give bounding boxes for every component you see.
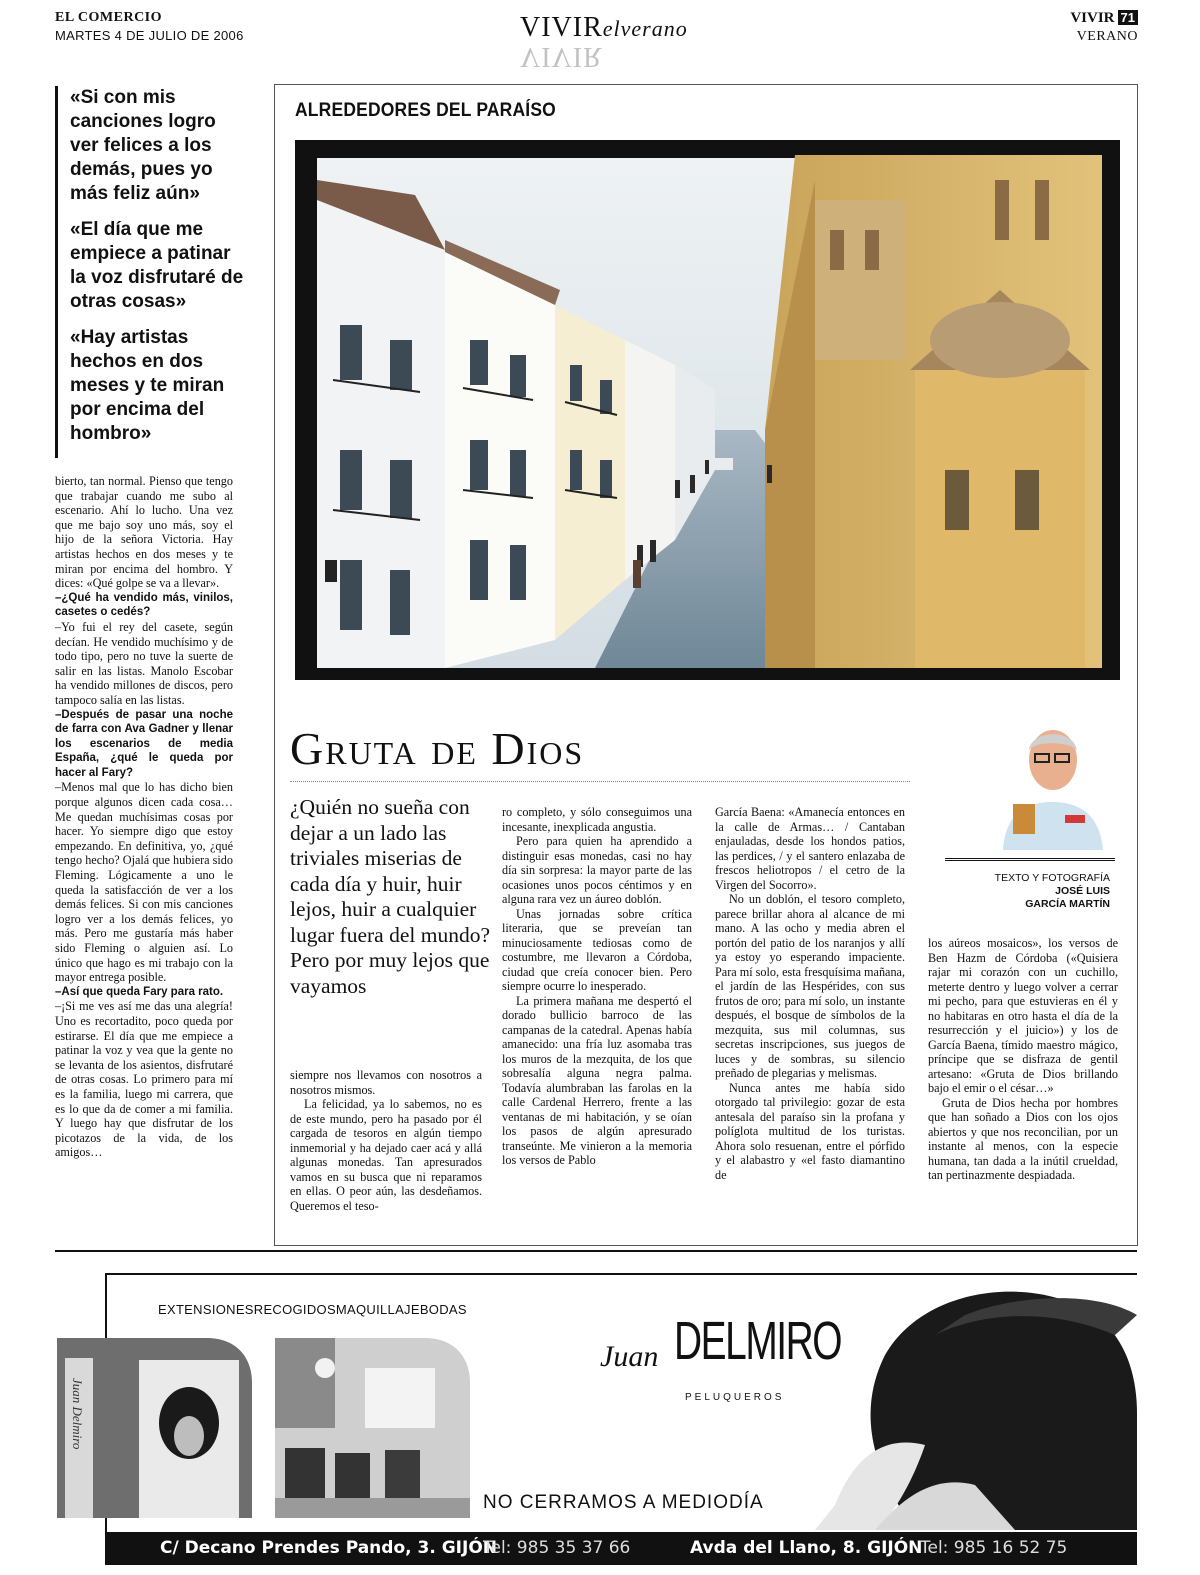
logo-reflection: VIVIR [520,41,603,72]
interview-question: –Después de pasar una noche de farra con Ava Gadner y llenar los escenarios de media España, ¿qué le queda por hacer al Fary? [55,708,233,779]
page-number: 71 [1118,10,1138,25]
salon-interior-illustration [275,1338,470,1518]
pull-quote: «El día que me empiece a patinar la voz disfrutaré de otras cosas» [70,219,244,312]
brand-sub: PELUQUEROS [685,1392,785,1403]
brand-first: Juan [600,1340,659,1373]
article-headline: Gruta de Dios [290,723,585,774]
cordoba-street-illustration [295,140,1120,680]
article-paragraph: La felicidad, ya lo sabemos, no es de este mundo, pero ha pasado por él cargada de tesoros en algún tiempo inmemorial y ha dejado caer acá y allá algunas monedas. Tan apresurados vamos en su busca que ni reparamos en ellas. O peor aún, las desdeñamos. Queremos el teso- [290,1097,482,1213]
pull-quote: «Hay artistas hechos en dos meses y te miran por encima del hombro» [70,327,225,444]
interview-question: –Así que queda Fary para rato. [55,985,224,998]
logo-sub: elverano [602,16,688,41]
interview-answer: –Menos mal que lo has dicho bien porque algunos dicen cada cosa… Me quedan muchísimas cosas por hacer. Yo siempre digo que estoy empezando. En definitiva, yo, ¿qué tengo hecho? Ojalá que hubiera sido Fleming. Lógicamente a uno le queda la satisfacción de ver a los demás felices. Si con mis canciones logro ver a los demás felices, yo más. Pero me gustaría más haber sido Fleming o alguien así. Lo único que hago es mi trabajo con la mayor entrega posible. [55,780,233,985]
section-logo [520,12,720,72]
article-column [290,1068,482,1213]
ad-slogan: NO CERRAMOS A MEDIODÍA [483,1492,764,1513]
article-column [928,936,1118,1183]
model-hair-illustration [815,1275,1137,1530]
phone-2: Tel: 985 16 52 75 [920,1538,1068,1558]
credit-name: GARCÍA MARTÍN [1025,898,1110,910]
author-portrait-illustration [995,720,1110,850]
shopfront-illustration [57,1338,252,1518]
author-photo [995,720,1110,850]
issue-date: MARTES 4 DE JULIO DE 2006 [55,28,244,43]
pull-quotes [55,86,245,458]
interview-paragraph: bierto, tan normal. Pienso que tengo que trabajar cuando me subo al escenario. Ahí lo lucho. Una vez que me bajo soy uno más, soy el hijo de la señora Victoria. Hay artistas hechos en dos meses y te miran por encima del hombro. Y dices: «Qué golpe se va a llevar». [55,474,233,591]
address-1: C/ Decano Prendes Pando, 3. GIJÓN [160,1538,497,1558]
ad-photo-shopfront [57,1338,252,1518]
ad-services: EXTENSIONESRECOGIDOSMAQUILLAJEBODAS [158,1302,467,1317]
interview-question: –¿Qué ha vendido más, vinilos, casetes o cedés? [55,591,233,619]
credit-name: JOSÉ LUIS [1055,885,1110,897]
brand-last: DELMIRO [674,1311,842,1371]
subsection-label: VERANO [1076,29,1138,44]
ad-photo-salon [275,1338,470,1518]
article-column [715,805,905,1182]
article-paragraph: siempre nos llevamos con nosotros a nosotros mismos. [290,1068,482,1097]
author-credit [945,872,1110,911]
street-photo [295,140,1120,680]
section-name: VIVIR [1070,10,1115,26]
article-column [502,805,692,1168]
logo-main: VIVIR [520,12,603,43]
ad-photo-model [815,1275,1137,1530]
pull-quote: «Si con mis canciones logro ver felices a los demás, pues yo más feliz aún» [70,87,216,204]
ad-address-bar [105,1532,1137,1565]
shop-sign-text: Juan Delmiro [70,1378,85,1450]
article-paragraph: García Baena: «Amanecía entonces en la calle de Armas… / Cantaban enjauladas, desde los hondos patios, las perdices, / y el santero enlazaba de frescos heliotropos / el cetro de la Virgen del Socorro». [715,805,905,892]
article-paragraph: Nunca antes me había sido otorgado tal privilegio: gozar de esta antesala del paraíso sin la profana y políglota multitud de los turistas. Ahora solo resuenan, entre el pórfido y el alabastro y «el fasto diamantino de [715,1080,905,1182]
credit-divider [945,858,1115,861]
article-paragraph: los aúreos mosaicos», los versos de Ben Hazm de Córdoba («Quisiera rajar mi corazón con un cuchillo, meterte dentro y luego volver a cerrar mi pecho, para que estuvieras en él y no habitaras en otro hasta el día de la resurrección y el juicio») y los de García Baena, tímido maestro mágico, príncipe que se disfraza de gentil artesano: «Gruta de Dios brillando bajo el emir o el césar…» [928,936,1118,1095]
interview-answer: –Yo fui el rey del casete, según decían. He vendido muchísimo y de todo tipo, pero no tuve la suerte de salir en las listas. Manolo Escobar ha vendido millones de discos, pero tampoco salía en las listas. [55,619,233,707]
article-paragraph: La primera mañana me despertó el dorado bullicio barroco de las campanas de la catedral. Apenas había amanecido: una fría luz asomaba tras los muros de la mezquita, de los que sobresalía alguna negra palma. Todavía alumbraban las farolas en la calle Cardenal Herrero, frente a las ventanas de mi habitación, y se oían los pasos de algún apresurado transeúnte. Me vinieron a la memoria los versos de Pablo [502,993,692,1167]
ad-divider [55,1250,1137,1252]
article-paragraph: No un doblón, el tesoro completo, parece brillar ahora al alcance de mi mano. A las ocho y media abren el portón del patio de los naranjos y allí ya estoy yo esperando impaciente. Para mí solo, esta fresquísima mañana, el jardín de las Hespérides, con sus frutos de oro; para mí solo, un instante después, el bosque de símbolos de la mezquita, sus mil columnas, sus secretas inscripciones, sus juegos de luces y de sombras, su silencio preñado de plegarias y melismas. [715,892,905,1080]
interview-answer: –¡Si me ves así me das una alegría! Uno es recortadito, poco queda por estirarse. El día que me empiece a patinar la voz y vea que la gente no se levanta de los asientos, disfrutaré de otras cosas. Lo primero para mí es la familia, luego mi carrera, que es lo que da de comer a mi familia. Y luego hay que disfrutar de los picotazos de la vida, de los amigos… [55,999,233,1160]
article-paragraph: Pero para quien ha aprendido a distinguir esas monedas, casi no hay día sin sorpresa: la mayor parte de las ocasiones unos pocos céntimos y en alguna rara vez un áureo doblón. [502,834,692,906]
phone-1: Tel: 985 35 37 66 [483,1538,631,1558]
interview-text [55,474,233,1160]
brand-logo [600,1310,840,1420]
address-2: Avda del Llano, 8. GIJÓN [690,1538,923,1558]
article-paragraph: ro completo, y sólo conseguimos una incesante, inexplicada angustia. [502,805,692,834]
section-label [1070,10,1138,27]
article-paragraph: Gruta de Dios hecha por hombres que han soñado a Dios con los ojos abiertos y que nos reconcilian, por un instante al menos, con la especie humana, tan dada a la inútil crueldad, tan pertinazmente despiadada. [928,1095,1118,1182]
newspaper-name: EL COMERCIO [55,10,163,25]
article-paragraph: Unas jornadas sobre crítica literaria, que se preveían tan minuciosamente tediosas como de costumbre, me llevaron a Córdoba, ciudad que creía conocer bien. Pero siempre ocurre lo inesperado. [502,906,692,993]
headline-divider [290,781,910,782]
article-kicker: ALREDEDORES DEL PARAÍSO [295,100,556,121]
article-lede: ¿Quién no sueña con dejar a un lado las triviales miserias de cada día y huir, huir lejos, huir a cualquier lugar fuera del mundo? Pero por muy lejos que vayamos [290,795,490,998]
credit-label: TEXTO Y FOTOGRAFÍA [994,872,1110,884]
